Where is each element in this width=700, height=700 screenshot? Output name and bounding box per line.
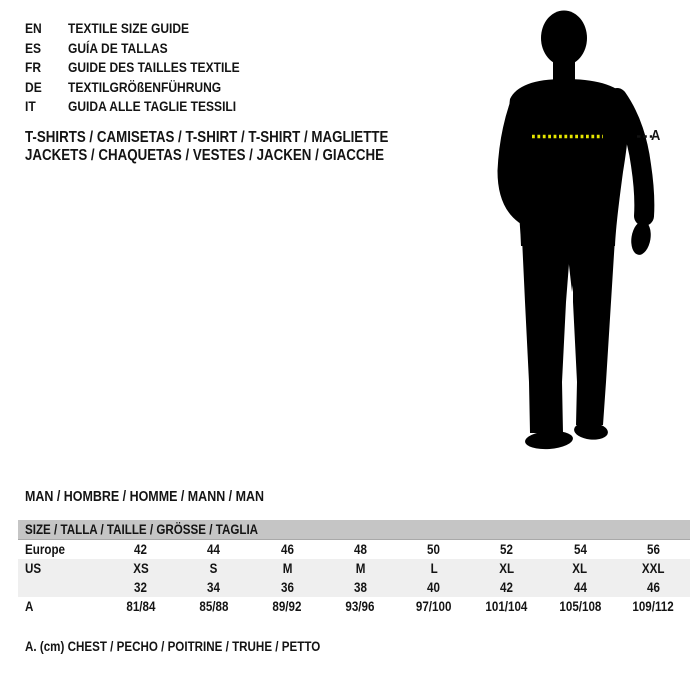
table-cell: 46 [280, 542, 294, 557]
table-cell: 101/104 [485, 599, 528, 614]
table-cell: 44 [207, 542, 221, 557]
table-cell: XL [572, 561, 588, 576]
table-cell: S [209, 561, 218, 576]
language-list [25, 19, 268, 117]
table-cell: M [282, 561, 292, 576]
category-jackets: JACKETS / CHAQUETAS / VESTES / JACKEN / GIACCHE [25, 147, 384, 164]
language-code: FR [25, 59, 42, 75]
table-cell: 38 [353, 580, 367, 595]
size-table [18, 520, 690, 616]
chest-footnote: A. (cm) CHEST / PECHO / POITRINE / TRUHE / PETTO [25, 639, 321, 654]
row-label [18, 580, 104, 595]
row-label: A [25, 599, 34, 614]
language-title: GUÍA DE TALLAS [68, 39, 168, 56]
table-cell: 105/108 [559, 599, 602, 614]
table-cell: 89/92 [272, 599, 302, 614]
table-cell: 54 [573, 542, 587, 557]
table-cell: 46 [646, 580, 660, 595]
man-silhouette-figure [470, 0, 700, 470]
table-cell: 109/112 [632, 599, 675, 614]
section-title-man: MAN / HOMBRE / HOMME / MANN / MAN [25, 489, 264, 505]
table-cell: 44 [573, 580, 587, 595]
table-cell: 52 [500, 542, 514, 557]
table-cell: L [430, 561, 438, 576]
table-cell: M [355, 561, 366, 576]
table-cell: 34 [207, 580, 221, 595]
language-code: IT [25, 98, 36, 114]
size-table-header: SIZE / TALLA / TAILLE / GRÖSSE / TAGLIA [18, 520, 690, 540]
language-title: TEXTILGRÖßENFÜHRUNG [68, 78, 222, 95]
table-cell: XS [132, 561, 149, 576]
table-row-us-numeric [18, 578, 690, 597]
row-label: US [25, 561, 42, 576]
language-code: DE [25, 78, 42, 95]
table-cell: 93/96 [345, 599, 375, 614]
row-label: Europe [25, 542, 66, 557]
language-code: ES [25, 39, 42, 56]
language-title: GUIDA ALLE TAGLIE TESSILI [68, 98, 237, 114]
table-row-europe [18, 540, 690, 559]
category-list [25, 129, 448, 165]
table-cell: 85/88 [199, 599, 229, 614]
table-cell: 32 [134, 580, 148, 595]
table-cell: XXL [642, 561, 665, 576]
table-cell: 48 [353, 542, 367, 557]
table-cell: XL [499, 561, 515, 576]
table-cell: 81/84 [126, 599, 156, 614]
language-title: GUIDE DES TAILLES TEXTILE [68, 59, 240, 75]
table-cell: 42 [500, 580, 514, 595]
language-code: EN [25, 20, 42, 36]
table-cell: 56 [646, 542, 660, 557]
category-tshirts: T-SHIRTS / CAMISETAS / T-SHIRT / T-SHIRT / MAGLIETTE [25, 129, 389, 146]
table-cell: 42 [134, 542, 148, 557]
language-title: TEXTILE SIZE GUIDE [68, 20, 190, 36]
measure-label-a: A [651, 127, 661, 144]
table-cell: 97/100 [415, 599, 452, 614]
man-silhouette [508, 11, 653, 451]
table-cell: 40 [427, 580, 441, 595]
table-cell: 50 [427, 542, 441, 557]
table-row-chest-a [18, 597, 690, 616]
table-cell: 36 [280, 580, 294, 595]
table-row-us [18, 559, 690, 578]
